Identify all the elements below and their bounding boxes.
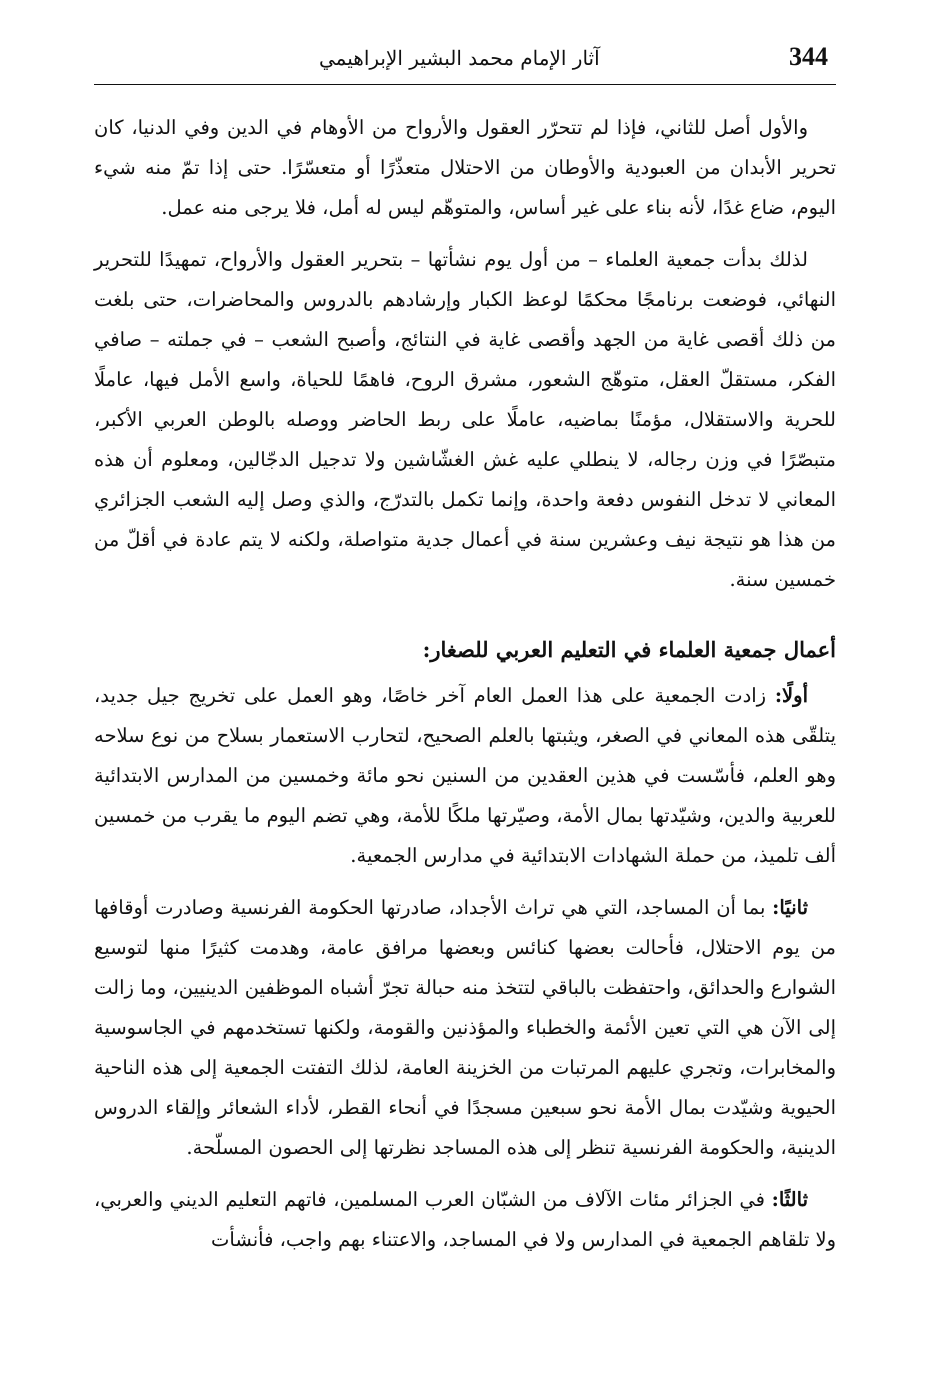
section-heading: أعمال جمعية العلماء في التعليم العربي للصغار: (422, 637, 836, 662)
page-header (94, 40, 836, 85)
paragraph-second (94, 888, 836, 1168)
page-number: 344 (789, 42, 828, 71)
paragraph-third (94, 1180, 836, 1260)
paragraph-first-lead: أولًا: (774, 684, 808, 707)
page-body (94, 108, 836, 1272)
paragraph-first (94, 676, 836, 876)
paragraph-1: والأول أصل للثاني، فإذا لم تتحرّر العقول والأرواح من الأوهام في الدين وفي الدنيا، كان تحرير الأبدان من العبودية والأوطان من الاحتلال متعذّرًا أو متعسّرًا. حتى إذا تمّ منه شيء اليوم، ضاع غدًا، لأنه بناء على غير أساس، والمتوهّم ليس له أمل، فلا يرجى منه عمل. (94, 116, 836, 219)
paragraph-second-text: بما أن المساجد، التي هي تراث الأجداد، صادرتها الحكومة الفرنسية وصادرت أوقافها من يوم الاحتلال، فأحالت بعضها كنائس وبعضها مرافق عامة، وهدمت كثيرًا منها لتوسيع الشوارع والحدائق، واحتفظت بالباقي لتتخذ منه حبالة تجرّ أشباه الموظفين الدينيين، وما زالت إلى الآن هي التي تعين الأئمة والخطباء والمؤذنين والقومة، ولكنها تستخدمهم في الجاسوسية والمخابرات، وتجري عليهم المرتبات من الخزينة العامة، لذلك التفتت الجمعية إلى هذه الناحية الحيوية وشيّدت بمال الأمة نحو سبعين مسجدًا في أنحاء القطر، لأداء الشعائر وإلقاء الدروس الدينية، والحكومة الفرنسية تنظر إلى هذه المساجد نظرتها إلى الحصون المسلّحة. (94, 896, 836, 1159)
paragraph-third-text: في الجزائر مئات الآلاف من الشبّان العرب المسلمين، فاتهم التعليم الديني والعربي، ولا تلقاهم الجمعية في المدارس ولا في المساجد، والاعتناء بهم واجب، فأنشأت (94, 1188, 836, 1251)
paragraph-first-text: زادت الجمعية على هذا العمل العام آخر خاصًا، وهو العمل على تخريج جيل جديد، يتلقّى هذه المعاني في الصغر، ويثبتها بالعلم الصحيح، لتحارب الاستعمار بسلاح من نوع سلاحه وهو العلم، فأسّست في هذين العقدين من السنين نحو مائة وخمسين من المدارس الابتدائية للعربية والدين، وشيّدتها بمال الأمة، وصيّرتها ملكًا للأمة، وهي تضم اليوم ما يقرب من خمسين ألف تلميذ، من حملة الشهادات الابتدائية في مدارس الجمعية. (94, 684, 836, 867)
paragraph-2: لذلك بدأت جمعية العلماء – من أول يوم نشأتها – بتحرير العقول والأرواح، تمهيدًا للتحرير النهائي، فوضعت برنامجًا محكمًا لوعظ الكبار وإرشادهم بالدروس والمحاضرات، حتى بلغت من ذلك أقصى غاية من الجهد وأقصى غاية في النتائج، وأصبح الشعب – في جملته – صافي الفكر، مستقلّ العقل، متوهّج الشعور، مشرق الروح، فاهمًا للحياة، واسع الأمل فيها، عاملًا للحرية والاستقلال، مؤمنًا بماضيه، عاملًا على ربط الحاضر ووصله بالوطن العربي الأكبر، متبصّرًا في وزن رجاله، لا ينطلي عليه غش الغشّاشين ولا تدجيل الدجّالين، ومعلوم أن هذه المعاني لا تدخل النفوس دفعة واحدة، وإنما تكمل بالتدرّج، والذي وصل إليه الشعب الجزائري من هذا هو نتيجة نيف وعشرين سنة في أعمال جدية متواصلة، ولكنه لا يتم عادة في أقلّ من خمسين سنة. (94, 248, 836, 591)
paragraph-third-lead: ثالثًا: (771, 1188, 808, 1211)
paragraph-second-lead: ثانيًا: (772, 896, 808, 919)
running-title: آثار الإمام محمد البشير الإبراهيمي (319, 46, 600, 70)
